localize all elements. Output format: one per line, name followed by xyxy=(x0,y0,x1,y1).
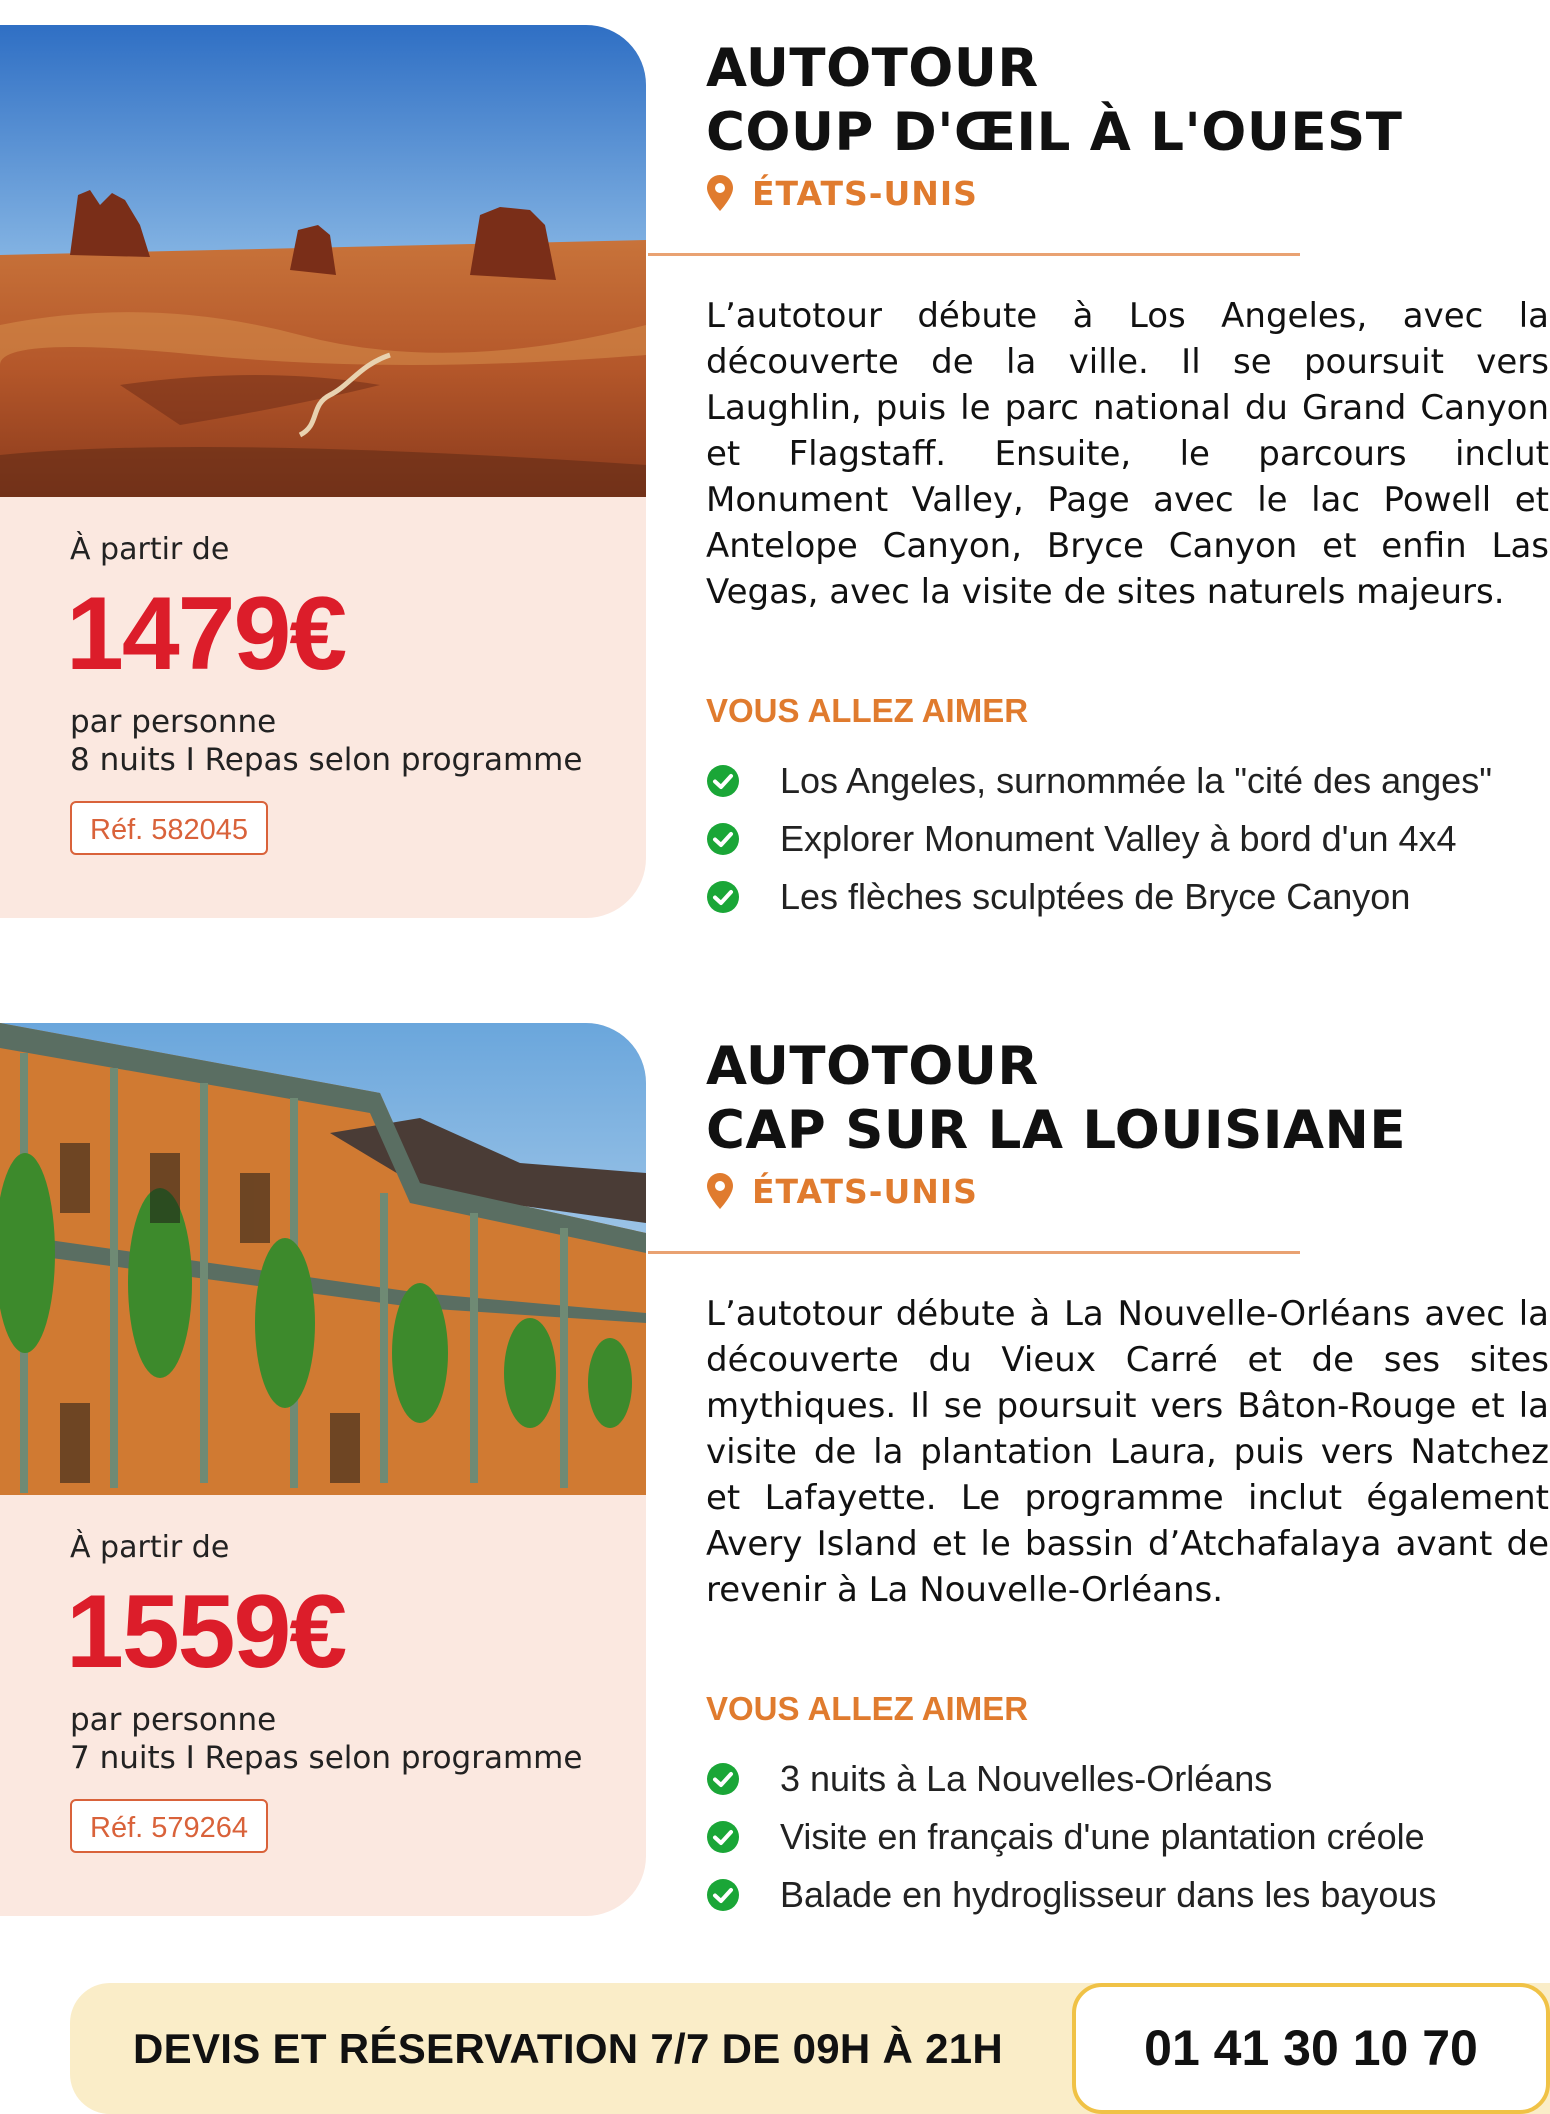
highlight-text: Les flèches sculptées de Bryce Canyon xyxy=(780,876,1411,917)
reference-badge: Réf. 579264 xyxy=(70,1799,268,1853)
list-item xyxy=(706,1808,1436,1866)
list-item xyxy=(706,868,1492,926)
per-person-label: par personne xyxy=(70,1702,277,1738)
per-person-label: par personne xyxy=(70,704,277,740)
description-text: L’autotour débute à Los Angeles, avec la découverte de la ville. Il se poursuit vers Laughlin, puis le parc national du Grand Canyon et Flagstaff. Ensuite, le parcours inclut Monument Valley, Page avec le lac Powell et Antelope Canyon, Bryce Canyon et enfin Las Vegas, avec la visite de sites naturels majeurs. xyxy=(706,296,1549,612)
highlight-text: 3 nuits à La Nouvelles-Orléans xyxy=(780,1758,1273,1799)
country-label: ÉTATS-UNIS xyxy=(752,1171,978,1211)
price-details xyxy=(70,1701,582,1777)
price-details xyxy=(70,703,582,779)
price-from-label: À partir de xyxy=(70,1530,230,1565)
reference-badge: Réf. 582045 xyxy=(70,801,268,855)
list-item xyxy=(706,1750,1436,1808)
map-pin-icon xyxy=(706,174,734,212)
check-circle-icon xyxy=(706,1878,740,1912)
title-line-2: CAP SUR LA LOUISIANE xyxy=(706,1100,1407,1161)
offer-title xyxy=(706,37,1402,165)
offer-card-louisiana xyxy=(0,1023,1550,1923)
title-line-2: COUP D'ŒIL À L'OUEST xyxy=(706,102,1403,163)
divider xyxy=(648,253,1300,256)
highlights-list xyxy=(706,752,1492,926)
check-circle-icon xyxy=(706,880,740,914)
list-item xyxy=(706,810,1492,868)
country-label: ÉTATS-UNIS xyxy=(752,173,978,213)
nights-meals-label: 7 nuits I Repas selon programme xyxy=(70,1740,583,1776)
phone-number-button[interactable]: 01 41 30 10 70 xyxy=(1072,1983,1550,2114)
list-item xyxy=(706,752,1492,810)
booking-hours-text: DEVIS ET RÉSERVATION 7/7 DE 09H À 21H xyxy=(133,2025,1004,2072)
map-pin-icon xyxy=(706,1172,734,1210)
nights-meals-label: 8 nuits I Repas selon programme xyxy=(70,742,583,778)
price-value: 1559€ xyxy=(66,1574,346,1690)
highlight-text: Visite en français d'une plantation créole xyxy=(780,1816,1425,1857)
price-from-label: À partir de xyxy=(70,532,230,567)
check-circle-icon xyxy=(706,1762,740,1796)
country-row xyxy=(706,171,978,215)
new-orleans-balconies-photo xyxy=(0,1023,646,1495)
monument-valley-photo xyxy=(0,25,646,497)
price-card xyxy=(0,25,646,918)
check-circle-icon xyxy=(706,822,740,856)
highlight-text: Explorer Monument Valley à bord d'un 4x4 xyxy=(780,818,1457,859)
check-circle-icon xyxy=(706,1820,740,1854)
divider xyxy=(648,1251,1300,1254)
highlights-list xyxy=(706,1750,1436,1924)
highlights-heading: VOUS ALLEZ AIMER xyxy=(706,1690,1029,1727)
country-row xyxy=(706,1169,978,1213)
offer-title xyxy=(706,1035,1406,1163)
check-circle-icon xyxy=(706,764,740,798)
offer-card-west xyxy=(0,25,1550,925)
list-item xyxy=(706,1866,1436,1924)
price-card xyxy=(0,1023,646,1916)
highlight-text: Los Angeles, surnommée la "cité des anges" xyxy=(780,760,1492,801)
highlight-text: Balade en hydroglisseur dans les bayous xyxy=(780,1874,1437,1915)
description-text: L’autotour débute à La Nouvelle-Orléans avec la découverte du Vieux Carré et de ses sites mythiques. Il se poursuit vers Bâton-Rouge et la visite de la plantation Laura, puis vers Natchez et Lafayette. Le programme inclut également Avery Island et le bassin d’Atchafalaya avant de revenir à La Nouvelle-Orléans. xyxy=(706,1294,1549,1610)
price-value: 1479€ xyxy=(66,576,346,692)
title-line-1: AUTOTOUR xyxy=(706,1036,1039,1097)
title-line-1: AUTOTOUR xyxy=(706,38,1039,99)
highlights-heading: VOUS ALLEZ AIMER xyxy=(706,692,1029,729)
